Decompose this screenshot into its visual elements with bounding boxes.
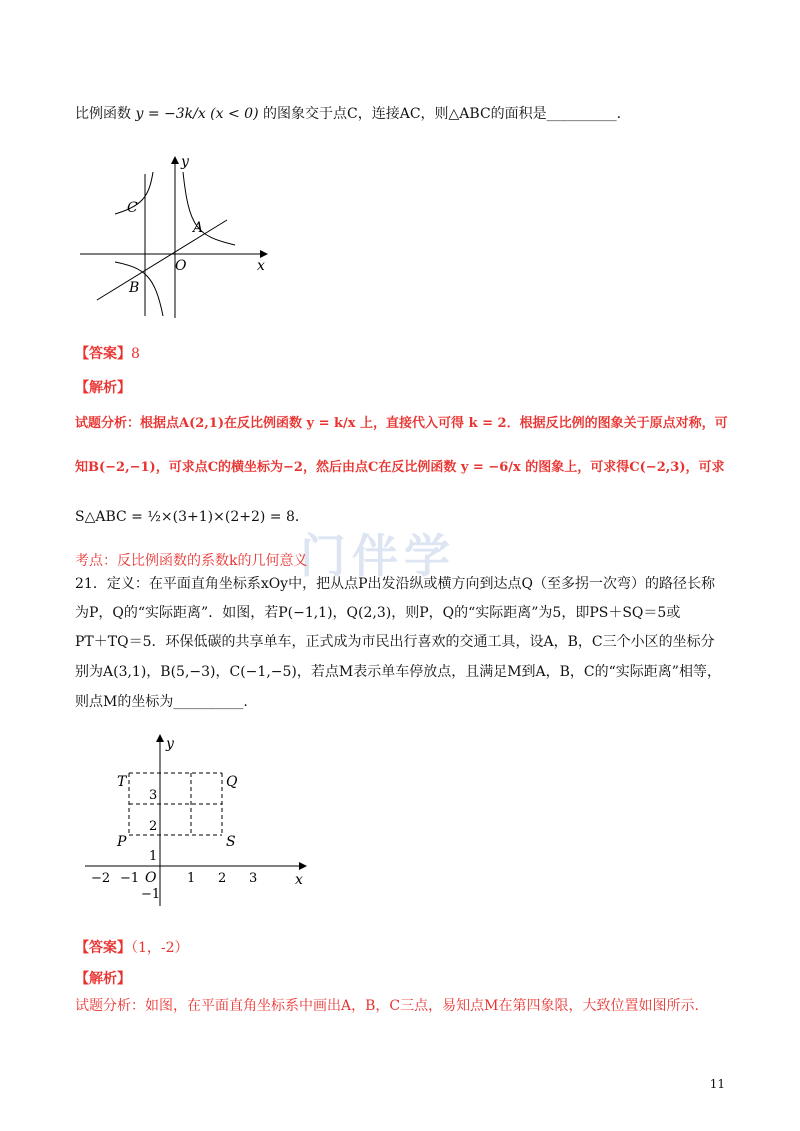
graph2-ytick: 3 (149, 788, 158, 803)
graph2-y-label: y (166, 736, 174, 752)
graph1-figure (75, 150, 275, 320)
answer1 (75, 344, 140, 364)
analysis1-line3: S△ABC = ½×(3+1)×(2+2) = 8． (75, 509, 309, 525)
graph1-y-label: y (181, 154, 189, 170)
graph2-point-p-label: P (117, 834, 127, 850)
problem20-equation: y = −3k/x (x < 0) (135, 106, 259, 122)
graph2-origin-label: O (145, 870, 157, 886)
analysis2-line1: 试题分析：如图，在平面直角坐标系中画出A，B，C三点，易知点M在第四象限，大致位置如图所示. (75, 998, 699, 1014)
graph2-ytick: 1 (149, 849, 158, 864)
problem20-line (75, 104, 621, 124)
problem21-line4: 别为A(3,1)，B(5,−3)，C(−1,−5)，若点M表示单车停放点，且满足M到A，B，C的“实际距离”相等， (75, 664, 721, 680)
graph2-ytick: −1 (141, 887, 161, 902)
analysis1-line1: 试题分析：根据点A(2,1)在反比例函数 y = k/x 上，直接代入可得 k = 2．根据反比例的图象关于原点对称，可 (75, 416, 728, 431)
watermark: 门伴学 (300, 529, 456, 583)
analysis1-label: 【解析】 (75, 380, 131, 396)
problem21-line1: 21．定义：在平面直角坐标系xOy中，把从点P出发沿纵或横方向到达点Q（至多拐一次弯）的路径长称 (75, 576, 715, 592)
problem21-line3: PT＋TQ＝5．环保低碳的共享单车，正式成为市民出行喜欢的交通工具，设A，B，C三个小区的坐标分 (75, 634, 715, 650)
graph2-xtick: −1 (120, 871, 140, 886)
page-number: 11 (709, 1077, 725, 1091)
graph2-figure (75, 730, 315, 910)
graph2-xtick: −2 (91, 871, 111, 886)
answer2-label: 【答案】 (75, 940, 131, 956)
problem20-text-a: 比例函数 (75, 106, 131, 122)
graph2-point-t-label: T (117, 774, 127, 790)
graph2-x-label: x (295, 872, 303, 888)
graph2-point-q-label: Q (226, 774, 238, 790)
graph2-point-s-label: S (226, 834, 236, 850)
graph2-ytick: 2 (149, 819, 158, 834)
answer2 (75, 938, 189, 958)
graph1-point-c-label: C (127, 200, 138, 216)
analysis1-line2: 知B(−2,−1)，可求点C的横坐标为−2，然后由点C在反比例函数 y = −6/x 的图象上，可求得C(−2,3)，可求 (75, 460, 725, 475)
graph1-point-a-label: A (193, 220, 204, 236)
answer2-value: （1，-2） (131, 940, 189, 956)
graph1-x-label: x (257, 258, 265, 274)
problem20-text-b: 的图象交于点C，连接AC，则△ABC的面积是__________. (263, 106, 622, 122)
graph1-origin-label: O (175, 258, 187, 274)
analysis2-label: 【解析】 (75, 971, 131, 987)
graph2-xtick: 2 (218, 871, 227, 886)
problem21-line5: 则点M的坐标为__________. (75, 694, 248, 710)
graph1-point-b-label: B (129, 280, 140, 296)
answer1-value: 8 (131, 346, 140, 362)
kaodian1: 考点：反比例函数的系数k的几何意义 (75, 553, 308, 569)
problem21-line2: 为P，Q的“实际距离”．如图，若P(−1,1)，Q(2,3)，则P，Q的“实际距离”为5，即PS＋SQ＝5或 (75, 605, 681, 621)
graph2-xtick: 3 (249, 871, 258, 886)
answer1-label: 【答案】 (75, 346, 131, 362)
graph2-xtick: 1 (187, 871, 196, 886)
